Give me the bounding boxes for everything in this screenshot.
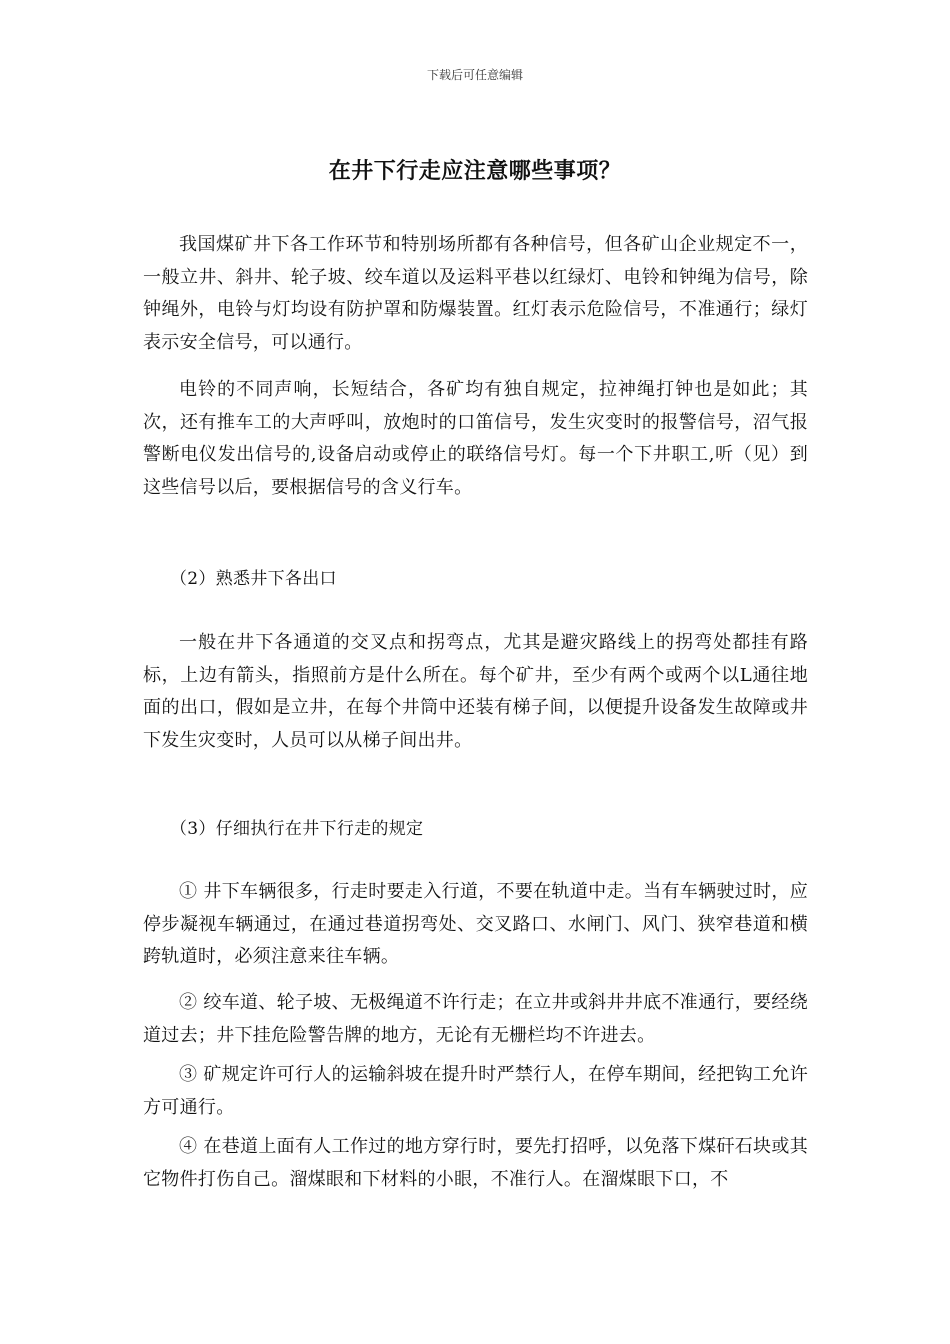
paragraph-rule-1: ① 井下车辆很多，行走时要走入行道，不要在轨道中走。当有车辆驶过时，应停步凝视车辆通过，在通过巷道拐弯处、交叉路口、水闸门、风门、狭窄巷道和横跨轨道时，必须注意来往车辆。	[143, 881, 808, 967]
paragraph-rule-4: ④ 在巷道上面有人工作过的地方穿行时，要先打招呼，以免落下煤矸石块或其它物件打伤自己。溜煤眼和下材料的小眼，不准行人。在溜煤眼下口，不	[143, 1136, 808, 1190]
paragraph-exits: 一般在井下各通道的交叉点和拐弯点，尤其是避灾路线上的拐弯处都挂有路标，上边有箭头，指照前方是什么所在。每个矿井，至少有两个或两个以L通往地面的出口，假如是立井，在每个井筒中还装有梯子间，以便提升设备发生故障或井下发生灾变时，人员可以从梯子间出井。	[143, 632, 808, 751]
section-heading-walking-rules: （3）仔细执行在井下行走的规定	[170, 819, 424, 839]
paragraph-bell-signals: 电铃的不同声响，长短结合，各矿均有独自规定，拉神绳打钟也是如此；其次，还有推车工的大声呼叫，放炮时的口笛信号，发生灾变时的报警信号，沼气报警断电仪发出信号的,设备启动或停止的联络信号灯。每一个下井职工,听（见）到这些信号以后，要根据信号的含义行车。	[143, 379, 808, 498]
document-title: 在井下行走应注意哪些事项？	[328, 158, 622, 184]
paragraph-rule-2: ② 绞车道、轮子坡、无极绳道不许行走；在立井或斜井井底不准通行，要经绕道过去；井下挂危险警告牌的地方，无论有无栅栏均不许进去。	[143, 992, 808, 1046]
paragraph-rule-3: ③ 矿规定许可行人的运输斜坡在提升时严禁行人，在停车期间，经把钩工允许方可通行。	[143, 1064, 808, 1118]
section-heading-exits: （2）熟悉井下各出口	[170, 569, 337, 589]
header-note: 下载后可任意编辑	[426, 68, 523, 82]
paragraph-signals-intro: 我国煤矿井下各工作环节和特别场所都有各种信号，但各矿山企业规定不一，一般立井、斜井、轮子坡、绞车道以及运料平巷以红绿灯、电铃和钟绳为信号，除钟绳外，电铃与灯均设有防护罩和防爆装置。红灯表示危险信号，不准通行；绿灯表示安全信号，可以通行。	[143, 234, 808, 353]
